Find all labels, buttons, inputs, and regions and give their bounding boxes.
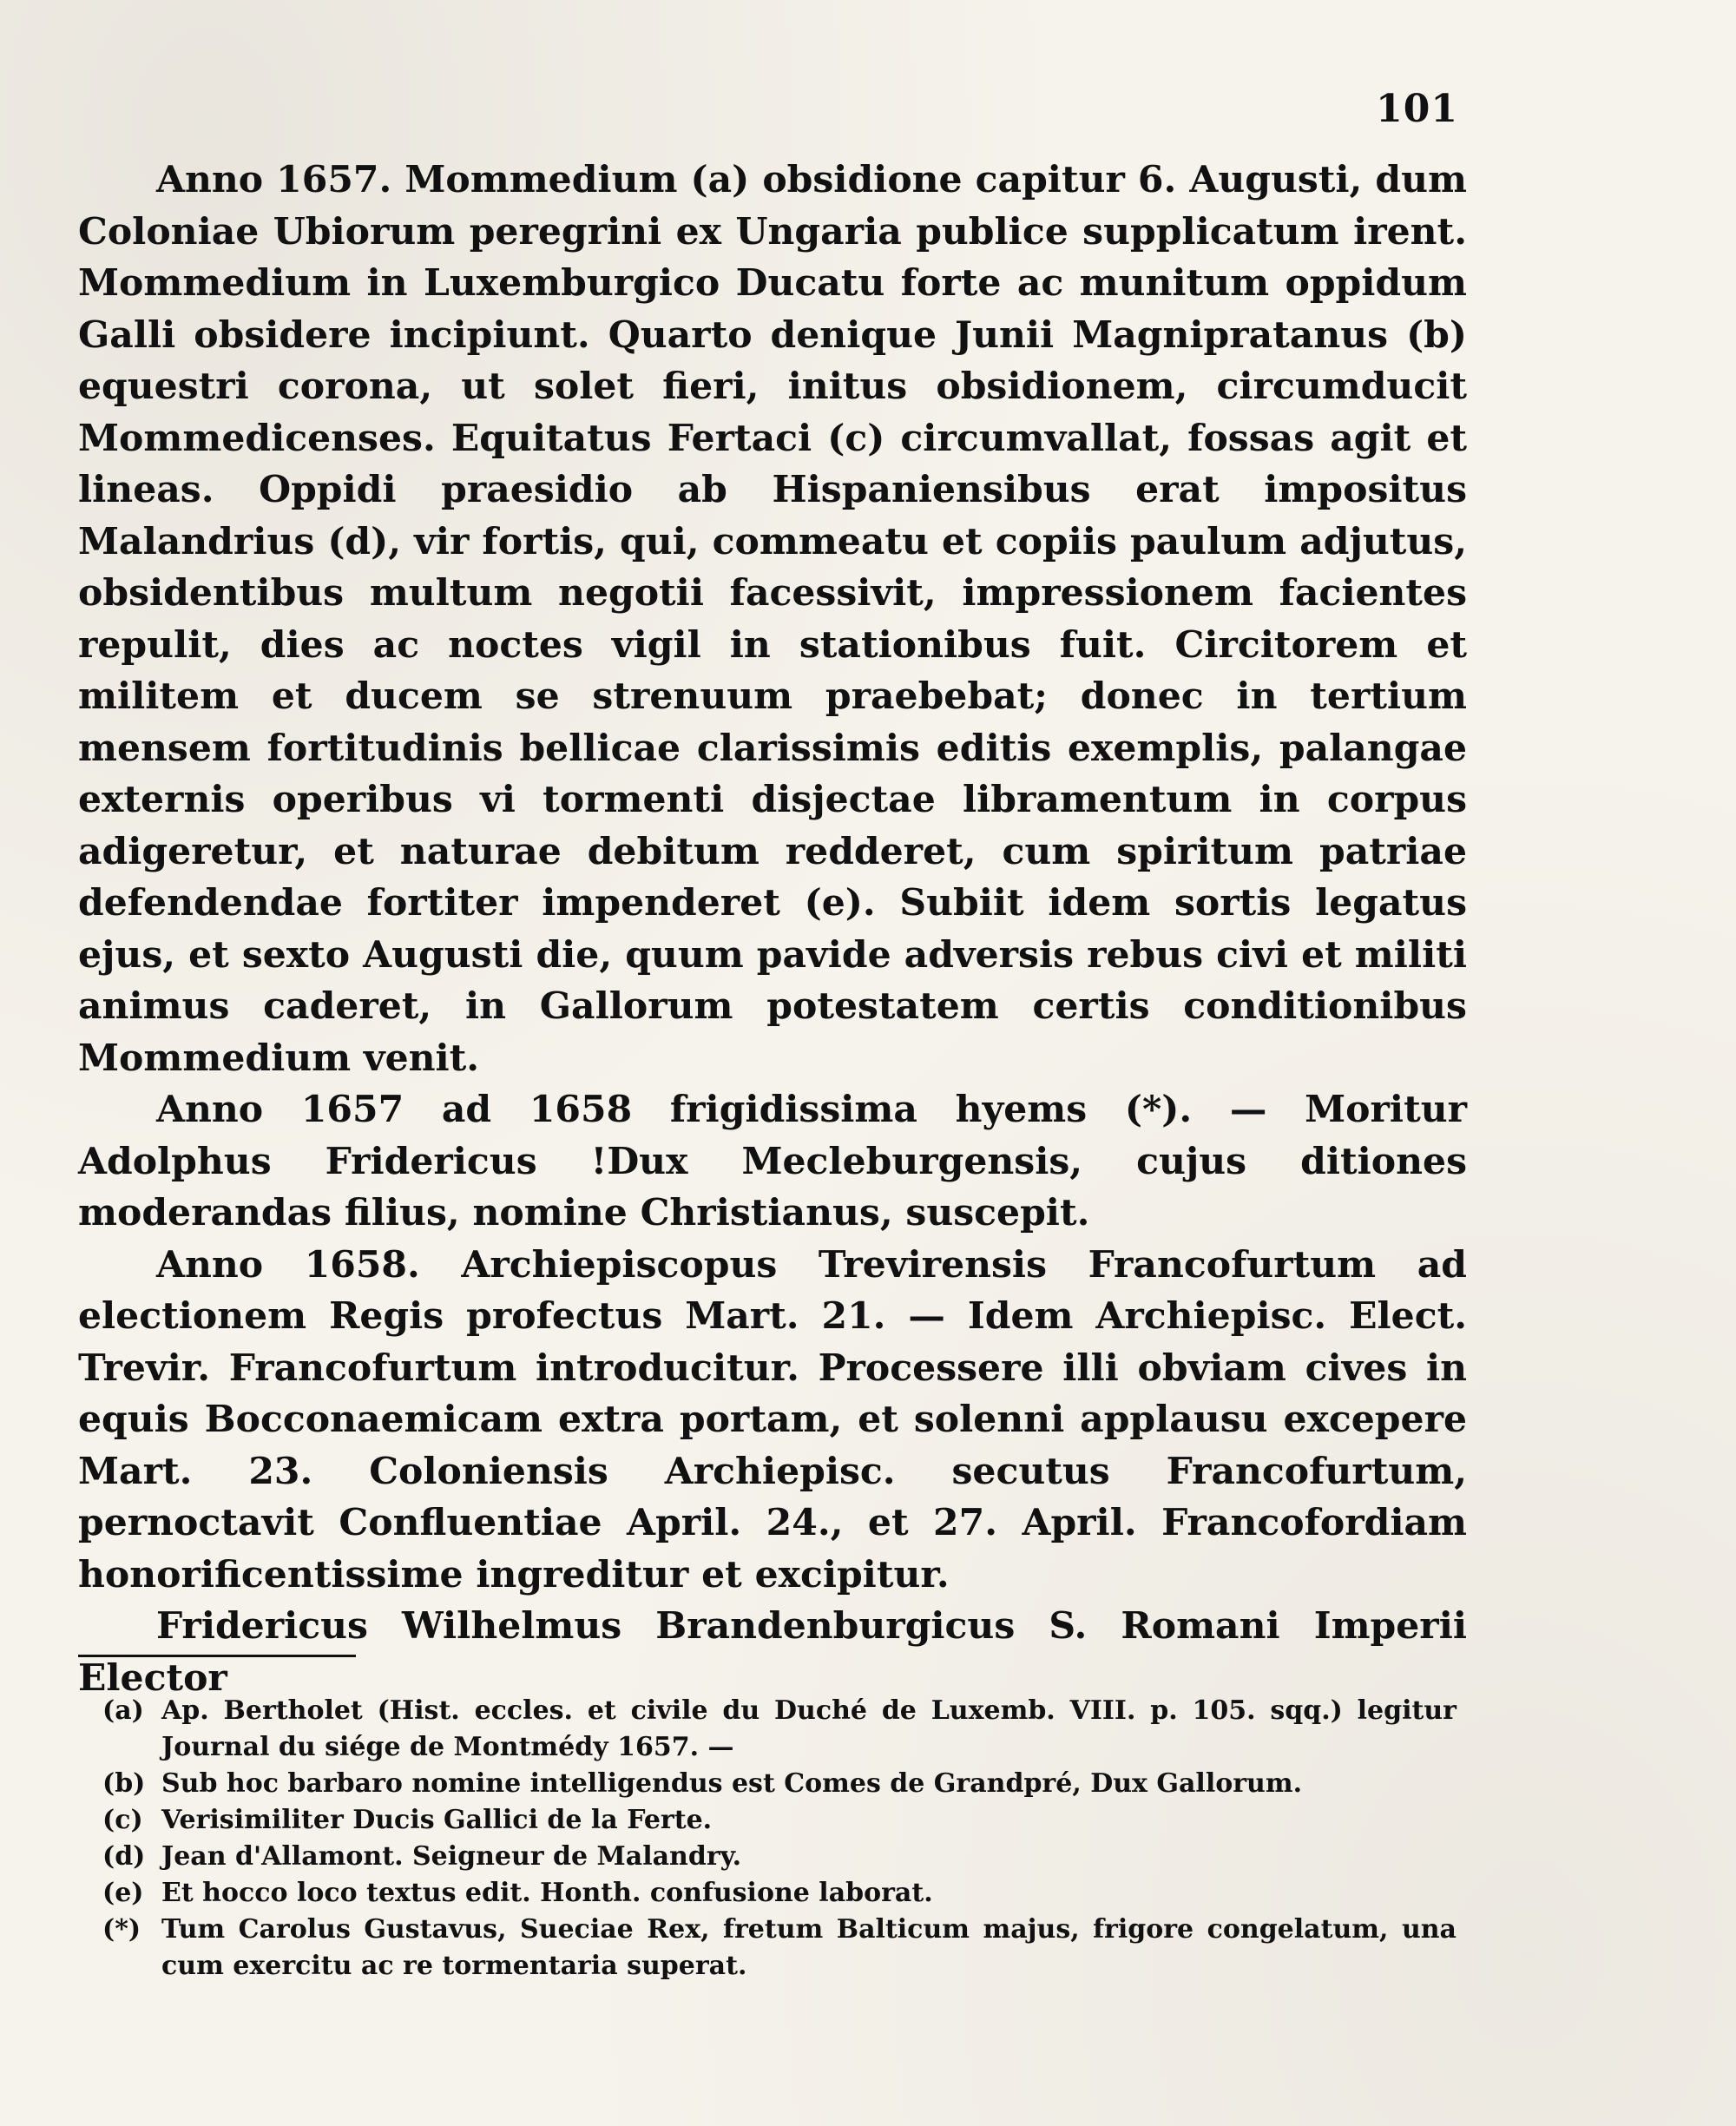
footnote-text: Tum Carolus Gustavus, Sueciae Rex, fretum Balticum majus, frigore congelatum, una cum exercitu ac re tormentaria superat. xyxy=(161,1914,1457,1981)
paragraph-1: Anno 1657. Mommedium (a) obsidione capitur 6. Augusti, dum Coloniae Ubiorum peregrini ex Ungaria publice supplicatum irent. Mommedium in Luxemburgico Ducatu forte ac munitum oppidum Galli obsidere incipiunt. Quarto denique Junii Magnipratanus (b) equestri corona, ut solet fieri, initus obsidionem, circumducit Mommedicenses. Equitatus Fertaci (c) circumvallat, fossas agit et lineas. Oppidi praesidio ab Hispaniensibus erat impositus Malandrius (d), vir fortis, qui, commeatu et copiis paulum adjutus, obsidentibus multum negotii facessivit, impressionem facientes repulit, dies ac noctes vigil in stationibus fuit. Circitorem et militem et ducem se strenuum praebebat; donec in tertium mensem fortitudinis bellicae clarissimis editis exemplis, palangae externis operibus vi tormenti disjectae libramentum in corpus adigeretur, et naturae debitum redderet, cum spiritum patriae defendendae fortiter impenderet (e). Subiit idem sortis legatus ejus, et sexto Augusti die, quum pavide adversis rebus civi et militi animus caderet, in Gallorum potestatem certis conditionibus Mommedium venit. xyxy=(78,158,1467,1080)
footnote-divider xyxy=(78,1655,356,1657)
footnote-e xyxy=(102,1875,1457,1912)
footnote-mark: (d) xyxy=(102,1841,146,1872)
footnote-text: Sub hoc barbaro nomine intelligendus est Comes de Grandpré, Dux Gallorum. xyxy=(161,1768,1303,1799)
paragraph-3: Anno 1658. Archiepiscopus Trevirensis Francofurtum ad electionem Regis profectus Mart. 21. — Idem Archiepisc. Elect. Trevir. Francofurtum introducitur. Processere illi obviam cives in equis Bocconaemicam extra portam, et solenni applausu excepere Mart. 23. Coloniensis Archiepisc. secutus Francofurtum, pernoctavit Confluentiae April. 24., et 27. April. Francofordiam honorificentissime ingreditur et excipitur. xyxy=(78,1242,1467,1596)
footnote-mark: (a) xyxy=(102,1695,144,1726)
footnote-c xyxy=(102,1802,1457,1839)
footnote-mark: (e) xyxy=(102,1878,144,1908)
footnote-mark: (c) xyxy=(102,1805,143,1835)
footnote-a xyxy=(102,1693,1457,1766)
footnote-mark: (b) xyxy=(102,1768,146,1799)
main-text xyxy=(78,155,1467,1704)
footnote-d xyxy=(102,1839,1457,1875)
footnote-text: Et hocco loco textus edit. Honth. confusione laborat. xyxy=(161,1878,933,1908)
footnote-mark: (*) xyxy=(102,1914,141,1945)
footnote-asterisk xyxy=(102,1912,1457,1984)
footnote-text: Jean d'Allamont. Seigneur de Malandry. xyxy=(161,1841,742,1872)
footnote-b xyxy=(102,1766,1457,1802)
footnote-text: Ap. Bertholet (Hist. eccles. et civile du Duché de Luxemb. VIII. p. 105. sqq.) legitur Journal du siége de Montmédy 1657. — xyxy=(161,1695,1457,1762)
paragraph-4: Fridericus Wilhelmus Brandenburgicus S. Romani Imperii Elector xyxy=(78,1604,1467,1700)
page-number: 101 xyxy=(1376,87,1458,131)
footnote-text: Verisimiliter Ducis Gallici de la Ferte. xyxy=(161,1805,713,1835)
paragraph-2: Anno 1657 ad 1658 frigidissima hyems (*). — Moritur Adolphus Fridericus !Dux Mecleburgensis, cujus ditiones moderandas filius, nomine Christianus, suscepit. xyxy=(78,1088,1467,1234)
footnotes xyxy=(102,1693,1457,1984)
